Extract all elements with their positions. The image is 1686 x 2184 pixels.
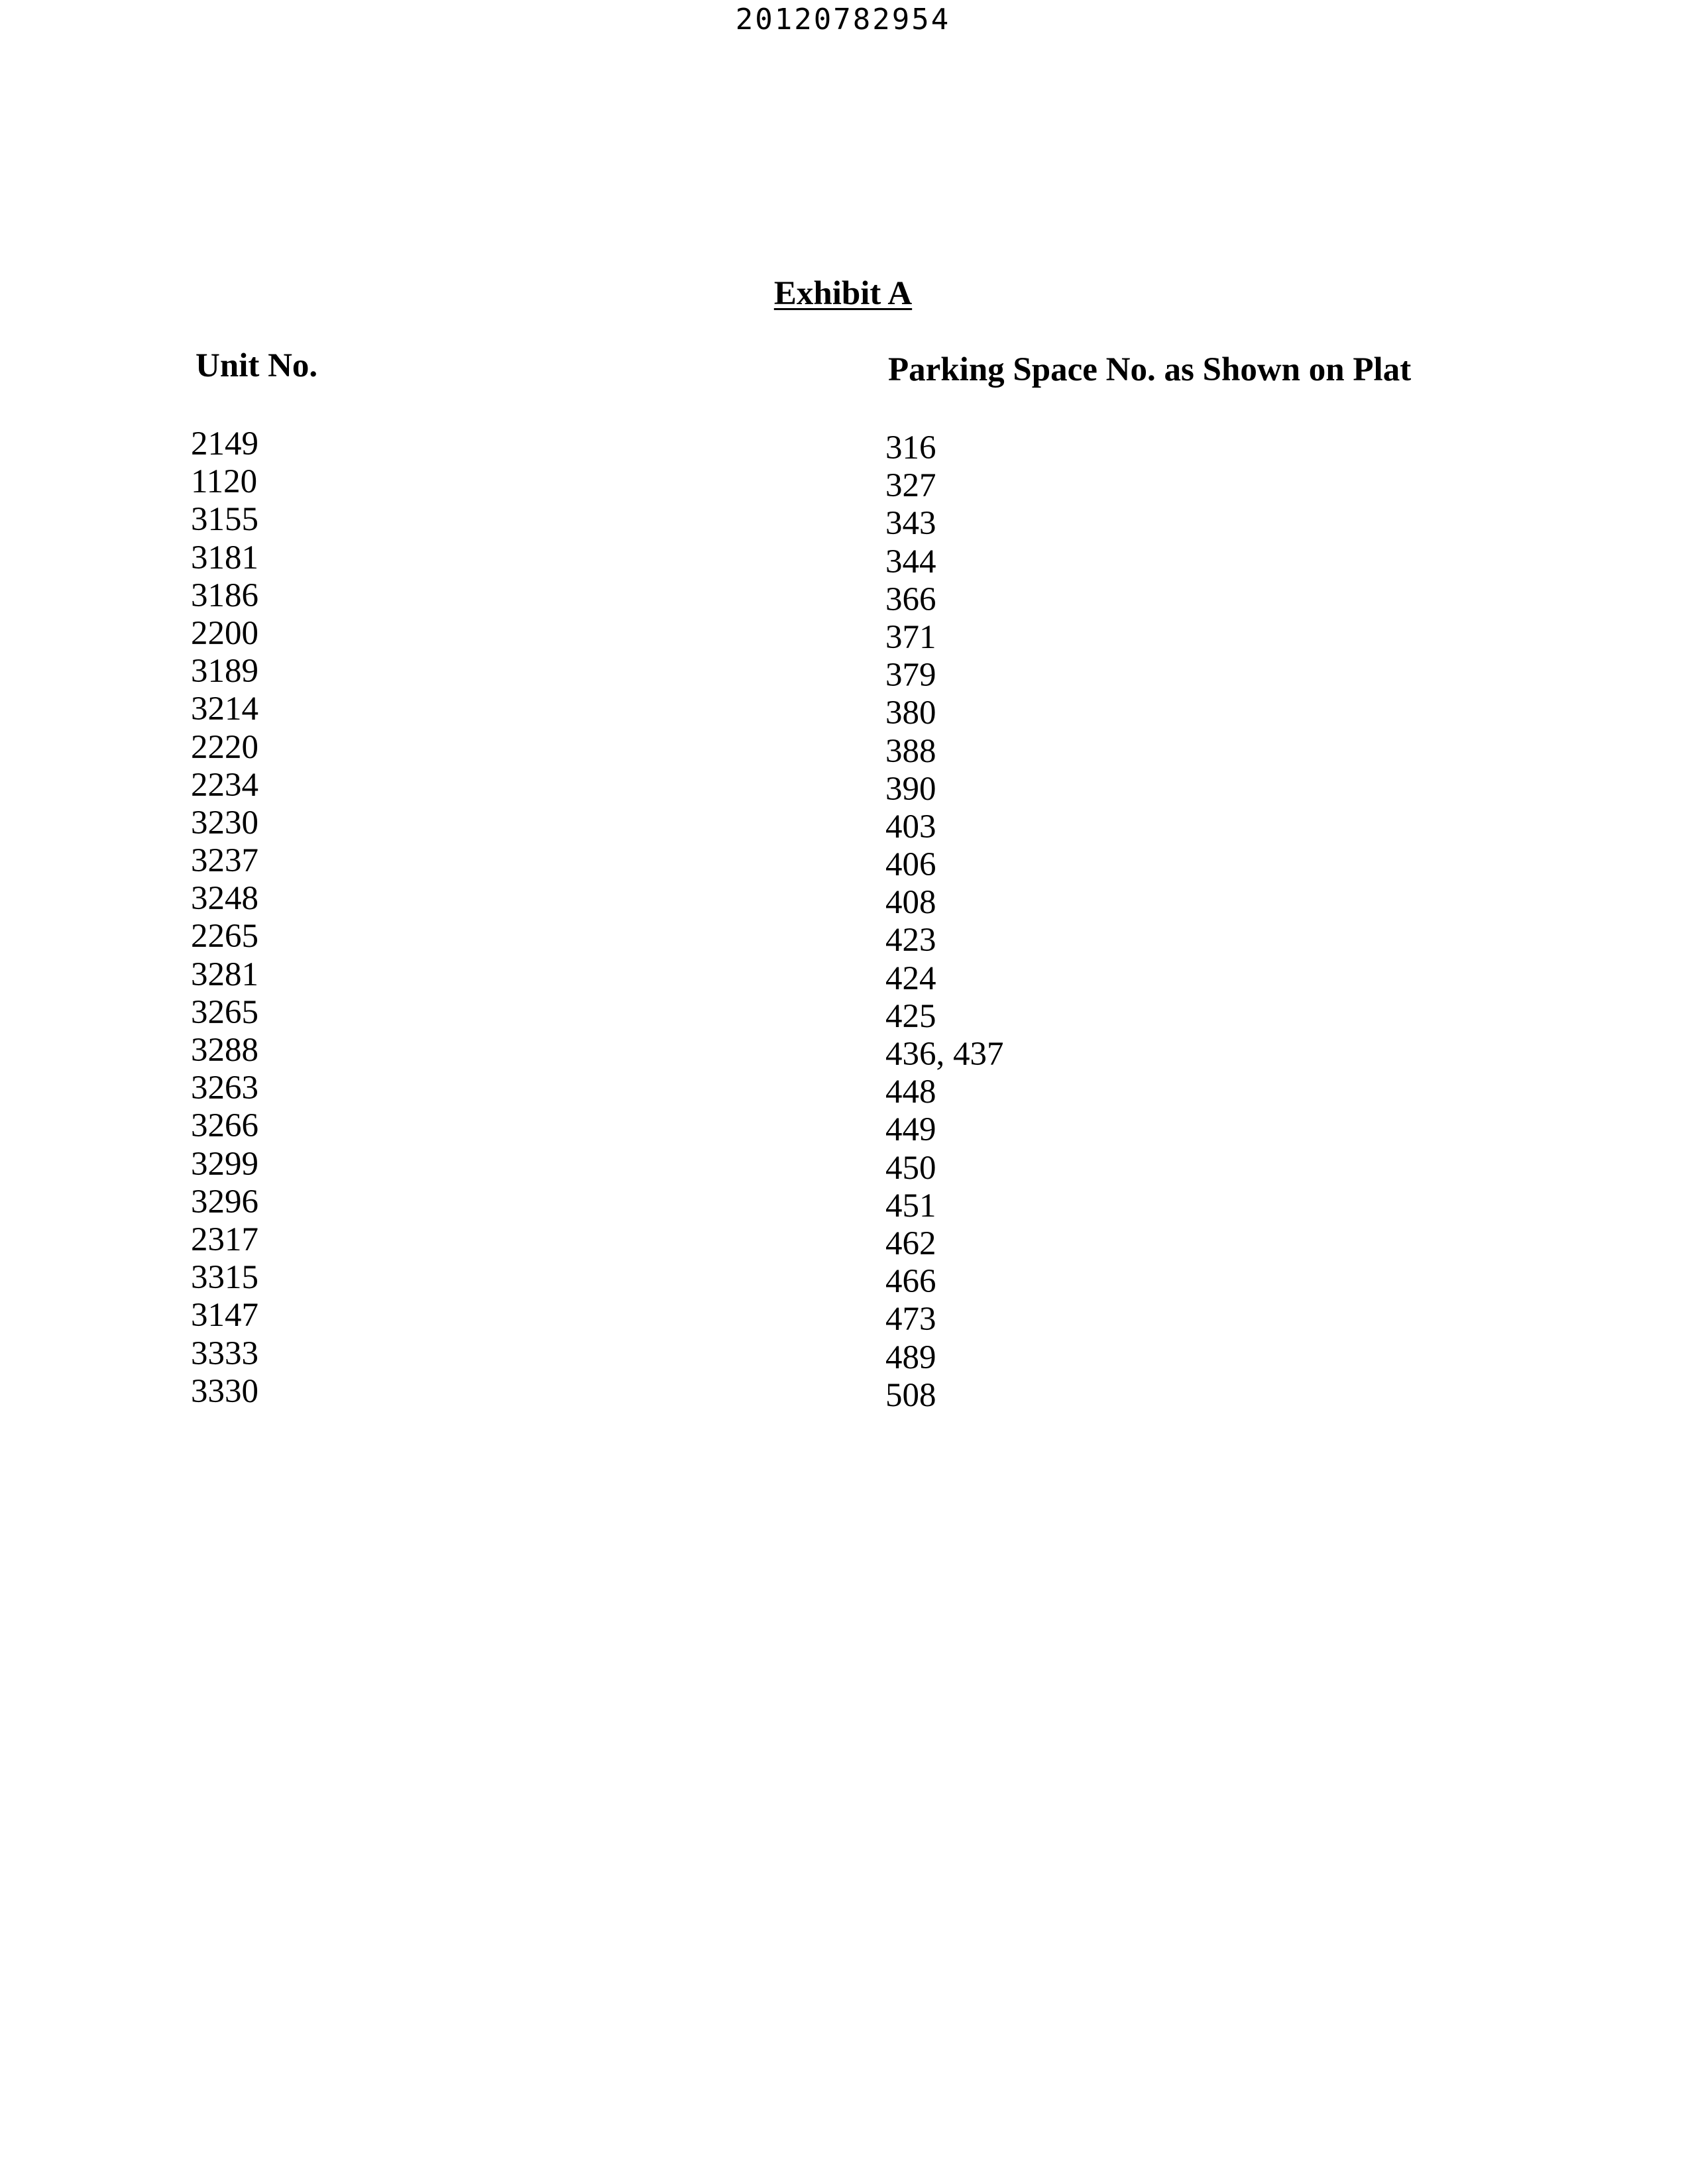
unit-number: 3155 <box>191 501 258 539</box>
unit-number: 2220 <box>191 728 258 766</box>
parking-space-number: 379 <box>885 657 936 694</box>
parking-space-number: 462 <box>885 1225 936 1262</box>
parking-space-number: 390 <box>885 770 936 808</box>
parking-space-number: 406 <box>885 846 936 884</box>
parking-space-number: 388 <box>885 732 936 770</box>
parking-space-number: 449 <box>885 1111 936 1149</box>
parking-space-number: 408 <box>885 884 936 922</box>
unit-number: 3266 <box>191 1107 258 1145</box>
unit-number: 3189 <box>191 653 258 690</box>
parking-space-number: 451 <box>885 1187 936 1225</box>
parking-space-number: 316 <box>885 429 936 466</box>
parking-space-number: 343 <box>885 505 936 543</box>
parking-space-number: 448 <box>885 1073 936 1111</box>
parking-space-number: 473 <box>885 1301 936 1338</box>
unit-number: 3181 <box>191 539 258 576</box>
unit-number: 3299 <box>191 1145 258 1183</box>
unit-number-list <box>191 425 258 1411</box>
unit-number: 2265 <box>191 918 258 956</box>
parking-space-number: 425 <box>885 997 936 1035</box>
unit-number: 3333 <box>191 1335 258 1372</box>
unit-number: 3237 <box>191 842 258 880</box>
parking-space-number: 466 <box>885 1263 936 1301</box>
parking-space-number: 423 <box>885 922 936 959</box>
unit-number: 3281 <box>191 956 258 993</box>
unit-number: 3265 <box>191 993 258 1031</box>
unit-number: 3248 <box>191 880 258 918</box>
unit-number: 3288 <box>191 1032 258 1069</box>
parking-column-header: Parking Space No. as Shown on Plat <box>888 351 1412 388</box>
unit-number: 3147 <box>191 1297 258 1335</box>
parking-space-number: 424 <box>885 959 936 997</box>
parking-space-number: 508 <box>885 1376 936 1414</box>
parking-space-number: 327 <box>885 467 936 505</box>
unit-number: 1120 <box>191 463 258 501</box>
parking-space-number: 344 <box>885 543 936 580</box>
parking-space-number: 489 <box>885 1338 936 1376</box>
unit-number: 2149 <box>191 425 258 463</box>
unit-column-header: Unit No. <box>196 347 318 384</box>
unit-number: 3230 <box>191 804 258 842</box>
parking-space-number: 380 <box>885 694 936 732</box>
parking-space-number: 450 <box>885 1149 936 1187</box>
unit-number: 2234 <box>191 766 258 804</box>
parking-space-list <box>885 429 1004 1415</box>
unit-number: 3263 <box>191 1069 258 1107</box>
parking-space-number: 436, 437 <box>885 1036 1004 1073</box>
exhibit-title <box>0 274 1686 313</box>
document-number: 20120782954 <box>735 3 951 36</box>
unit-number: 3315 <box>191 1259 258 1297</box>
parking-space-number: 366 <box>885 580 936 618</box>
unit-number: 3330 <box>191 1372 258 1410</box>
unit-number: 2200 <box>191 614 258 652</box>
unit-number: 2317 <box>191 1221 258 1258</box>
unit-number: 3214 <box>191 690 258 728</box>
exhibit-title-text: Exhibit A <box>773 275 913 312</box>
parking-space-number: 371 <box>885 618 936 656</box>
unit-number: 3296 <box>191 1183 258 1221</box>
parking-space-number: 403 <box>885 808 936 846</box>
unit-number: 3186 <box>191 576 258 614</box>
